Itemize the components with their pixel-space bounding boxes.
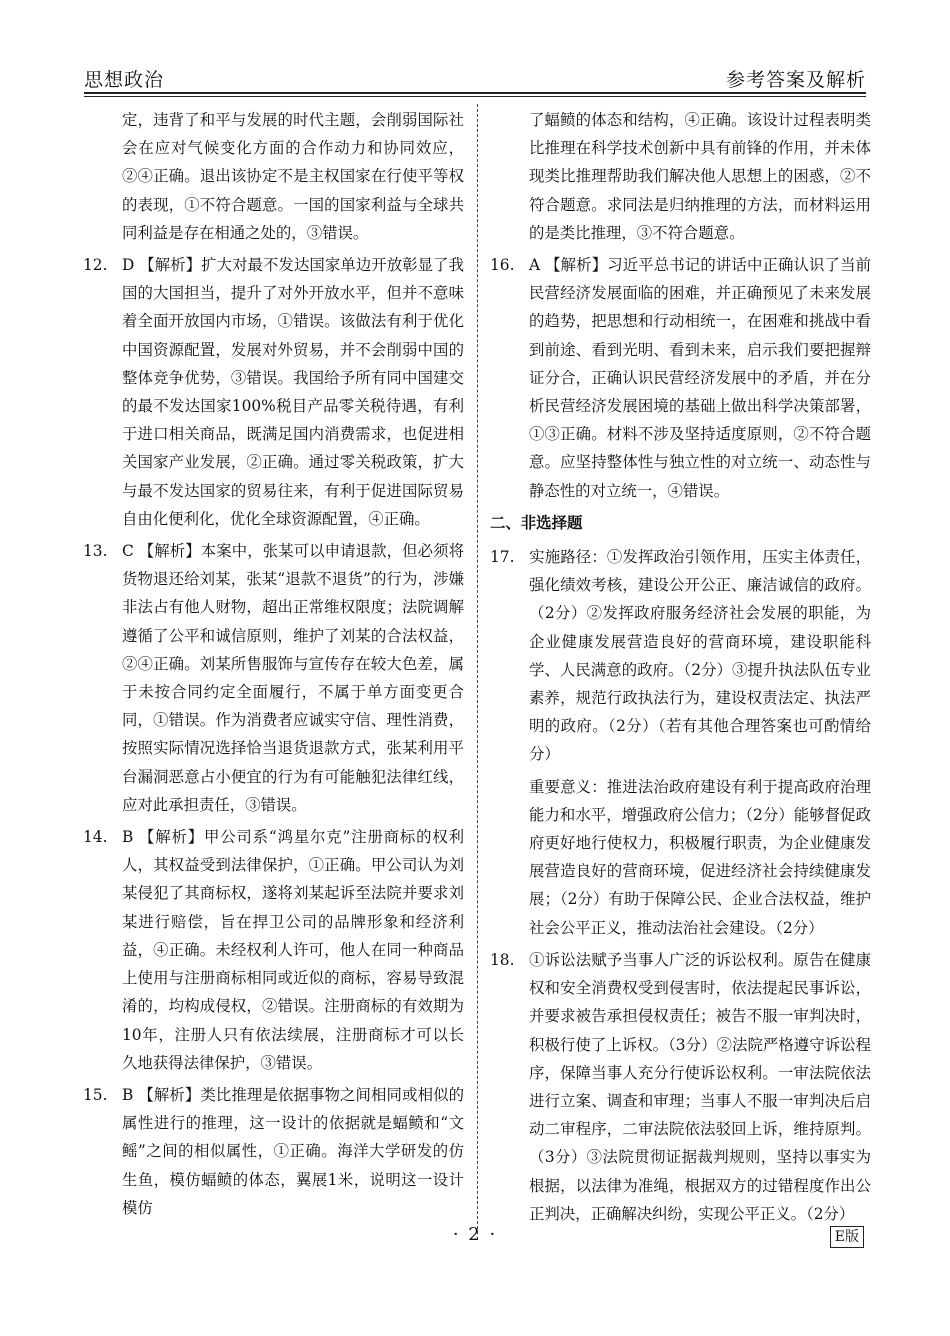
section-heading: 二、非选择题 — [490, 513, 583, 532]
page-number: · 2 · — [452, 1224, 498, 1245]
answer-12 — [83, 251, 464, 533]
answer-13 — [83, 537, 464, 819]
answer-15 — [83, 1081, 464, 1222]
header-rule-thick — [84, 92, 866, 94]
answer-text: A 【解析】习近平总书记的讲话中正确认识了当前民营经济发展面临的困难，并正确预见了未来发展的趋势，把思想和行动相统一，在困难和挑战中看到前途、看到光明、看到未来，启示我们要把握辩证分合，正确认识民营经济发展中的矛盾，并在分析民营经济发展困境的基础上做出科学决策部署，①③正确。材料不涉及坚持适度原则，②不符合题意。应坚持整体性与独立性的对立统一、动态性与静态性的对立统一，④错误。 — [529, 256, 871, 500]
question-number: 15. — [83, 1085, 108, 1104]
answer-text: ①诉讼法赋予当事人广泛的诉讼权利。原告在健康权和安全消费权受到侵害时，依法提起民事诉讼，并要求被告承担侵权责任；被告不服一审判决时，积极行使了上诉权。（3分）②法院严格遵守诉讼程序，保障当事人充分行使诉讼权利。一审法院依法进行立案、调查和审理；当事人不服一审判决后启动二审程序，二审法院依法驳回上诉，维持原判。（3分）③法院贯彻证据裁判规则，坚持以事实为根据，以法律为准绳，根据双方的过错程度作出公正判决，正确解决纠纷，实现公平正义。（2分） — [529, 950, 871, 1223]
answer-text: B 【解析】甲公司系“鸿星尔克”注册商标的权利人，其权益受到法律保护，①正确。甲公司认为刘某侵犯了其商标权，遂将刘某起诉至法院并要求刘某进行赔偿，旨在捍卫公司的品牌形象和经济利益，④正确。未经权利人许可，他人在同一种商品上使用与注册商标相同或近似的商标，容易导致混淆的，均构成侵权，②错误。注册商标的有效期为10年，注册人只有依法续展，注册商标才可以长久地获得法律保护，③错误。 — [122, 828, 464, 1072]
answer-11-continuation: 定，违背了和平与发展的时代主题，会削弱国际社会在应对气候变化方面的合作动力和协同效应，②④正确。退出该协定不是主权国家在行使平等权的表现，①不符合题意。一国的国家利益与全球共同利益是存在相通之处的，③错误。 — [122, 111, 464, 242]
header-rule-thin — [84, 96, 866, 97]
page-header — [84, 56, 866, 92]
answer-16 — [490, 251, 871, 505]
subject-title: 思想政治 — [84, 69, 165, 91]
left-column — [83, 106, 464, 1226]
answer-18 — [490, 946, 871, 1228]
answer-text: D 【解析】扩大对最不发达国家单边开放彰显了我国的大国担当，提升了对外开放水平，但并不意味着全面开放国内市场，①错误。该做法有利于优化中国资源配置，发展对外贸易，并不会削弱中国的整体竞争优势，③错误。我国给予所有同中国建交的最不发达国家100%税目产品零关税待遇，有利于进口相关商品，既满足国内消费需求，也促进相关国家产业发展，②正确。通过零关税政策，扩大与最不发达国家的贸易往来，有利于促进国际贸易自由化便利化，优化全球资源配置，④正确。 — [122, 256, 464, 528]
question-number: 13. — [83, 542, 108, 561]
answer-text: 实施路径：①发挥政治引领作用，压实主体责任，强化绩效考核，建设公开公正、廉洁诚信的政府。（2分）②发挥政府服务经济社会发展的职能，为企业健康发展营造良好的营商环境，建设职能科学、人民满意的政府。（2分）③提升执法队伍专业素养，规范行政执法行为，建设权责法定、执法严明的政府。（2分）（若有其他合理答案也可酌情给分） — [529, 548, 871, 764]
answer-text: B 【解析】类比推理是依据事物之间相同或相似的属性进行的推理，这一设计的依据就是蝠鲼和“文鳐”之间的相似属性，①正确。海洋大学研发的仿生鱼，模仿蝠鲼的体态，翼展1米，说明这一设计模仿 — [122, 1085, 464, 1217]
question-number: 18. — [490, 950, 515, 969]
answer-text: C 【解析】本案中，张某可以申请退款，但必须将货物退还给刘某，张某“退款不退货”的行为，涉嫌非法占有他人财物，超出正常维权限度；法院调解遵循了公平和诚信原则，维护了刘某的合法权益，②④正确。刘某所售服饰与宣传存在较大色差，属于未按合同约定全面履行，不属于单方面变更合同，①错误。作为消费者应诚实守信、理性消费，按照实际情况选择恰当退货退款方式，张某利用平台漏洞恶意占小便宜的行为有可能触犯法律红线，应对此承担责任，③错误。 — [122, 542, 464, 814]
question-number: 14. — [83, 828, 108, 847]
question-number: 12. — [83, 256, 108, 275]
column-divider — [477, 104, 478, 1234]
document-title: 参考答案及解析 — [725, 69, 866, 91]
right-column — [490, 106, 871, 1232]
question-number: 17. — [490, 548, 515, 567]
answer-14 — [83, 823, 464, 1077]
answer-17 — [490, 543, 871, 769]
question-number: 16. — [490, 256, 515, 275]
version-badge: E版 — [830, 1226, 864, 1248]
answer-17-significance: 重要意义：推进法治政府建设有利于提高政府治理能力和水平，增强政府公信力；（2分）能够督促政府更好地行使权力，积极履行职责，为企业健康发展营造良好的营商环境，促进经济社会持续健康发展；（2分）有助于保障公民、企业合法权益，维护社会公平正义，推动法治社会建设。（2分） — [529, 777, 871, 937]
answer-15-continuation: 了蝠鲼的体态和结构，④正确。该设计过程表明类比推理在科学技术创新中具有前锋的作用，并未体现类比推理帮助我们解决他人思想上的困惑，②不符合题意。求同法是归纳推理的方法，而材料运用的是类比推理，③不符合题意。 — [529, 111, 871, 242]
